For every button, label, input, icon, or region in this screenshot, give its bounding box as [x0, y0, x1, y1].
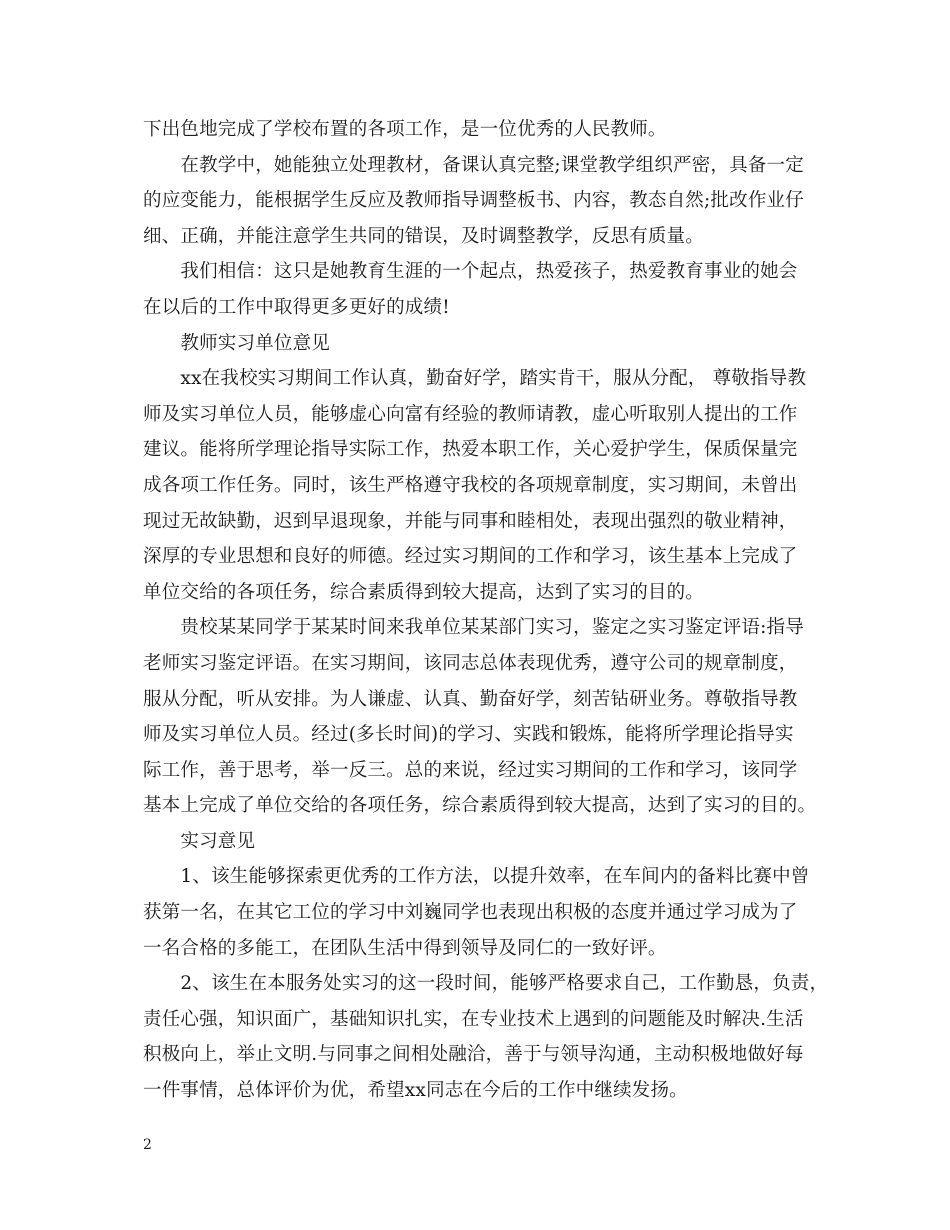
text-line: 在教学中，她能独立处理教材，备课认真完整;课堂教学组织严密，具备一定	[143, 154, 804, 176]
text-line: xx在我校实习期间工作认真，勤奋好学，踏实肯干，服从分配， 尊敬指导教	[143, 368, 807, 390]
text-line: 师及实习单位人员。经过(多长时间)的学习、实践和锻炼，能将所学理论指导实	[143, 724, 794, 746]
section-heading: 实习意见	[143, 830, 256, 852]
page-number: 2	[143, 1137, 152, 1153]
text-line: 贵校某某同学于某某时间来我单位某某部门实习，鉴定之实习鉴定评语:指导	[143, 617, 804, 639]
text-line: 我们相信：这只是她教育生涯的一个起点，热爱孩子，热爱教育事业的她会	[143, 261, 798, 283]
text-line: 一件事情，总体评价为优，希望xx同志在今后的工作中继续发扬。	[143, 1080, 688, 1102]
text-line: 老师实习鉴定评语。在实习期间，该同志总体表现优秀，遵守公司的规章制度，	[143, 652, 798, 674]
text-line: 建议。能将所学理论指导实际工作，热爱本职工作，关心爱护学生，保质保量完	[143, 439, 798, 461]
text-line: 深厚的专业思想和良好的师德。经过实习期间的工作和学习，该生基本上完成了	[143, 546, 798, 568]
text-line: 基本上完成了单位交给的各项任务，综合素质得到较大提高，达到了实习的目的。	[143, 795, 817, 817]
text-line: 积极向上，举止文明.与同事之间相处融洽，善于与领导沟通，主动积极地做好每	[143, 1044, 804, 1066]
text-line: 下出色地完成了学校布置的各项工作，是一位优秀的人民教师。	[143, 119, 667, 140]
text-line: 单位交给的各项任务，综合素质得到较大提高，达到了实习的目的。	[143, 581, 705, 603]
text-line: 师及实习单位人员，能够虚心向富有经验的教师请教，虚心听取别人提出的工作	[143, 403, 798, 425]
section-heading: 教师实习单位意见	[143, 332, 331, 354]
text-line: 2、该生在本服务处实习的这一段时间，能够严格要求自己，工作勤恳，负责，	[143, 973, 829, 995]
document-body	[143, 112, 829, 1109]
text-line: 成各项工作任务。同时，该生严格遵守我校的各项规章制度，实习期间，未曾出	[143, 474, 798, 496]
text-line: 一名合格的多能工，在团队生活中得到领导及同仁的一致好评。	[143, 937, 667, 959]
text-line: 责任心强，知识面广，基础知识扎实，在专业技术上遇到的问题能及时解决.生活	[143, 1008, 804, 1030]
text-line: 的应变能力，能根据学生反应及教师指导调整板书、内容，教态自然;批改作业仔	[143, 190, 804, 212]
text-line: 1、该生能够探索更优秀的工作方法，以提升效率，在车间内的备料比赛中曾	[143, 866, 810, 888]
text-line: 获第一名，在其它工位的学习中刘巍同学也表现出积极的态度并通过学习成为了	[143, 902, 798, 924]
text-line: 在以后的工作中取得更多更好的成绩!	[143, 296, 450, 318]
text-line: 现过无故缺勤，迟到早退现象，并能与同事和睦相处，表现出强烈的敬业精神，	[143, 510, 798, 532]
text-line: 际工作，善于思考，举一反三。总的来说，经过实习期间的工作和学习，该同学	[143, 759, 798, 781]
text-line: 细、正确，并能注意学生共同的错误，及时调整教学，反思有质量。	[143, 225, 705, 247]
text-line: 服从分配，听从安排。为人谦虚、认真、勤奋好学，刻苦钻研业务。尊敬指导教	[143, 688, 798, 710]
